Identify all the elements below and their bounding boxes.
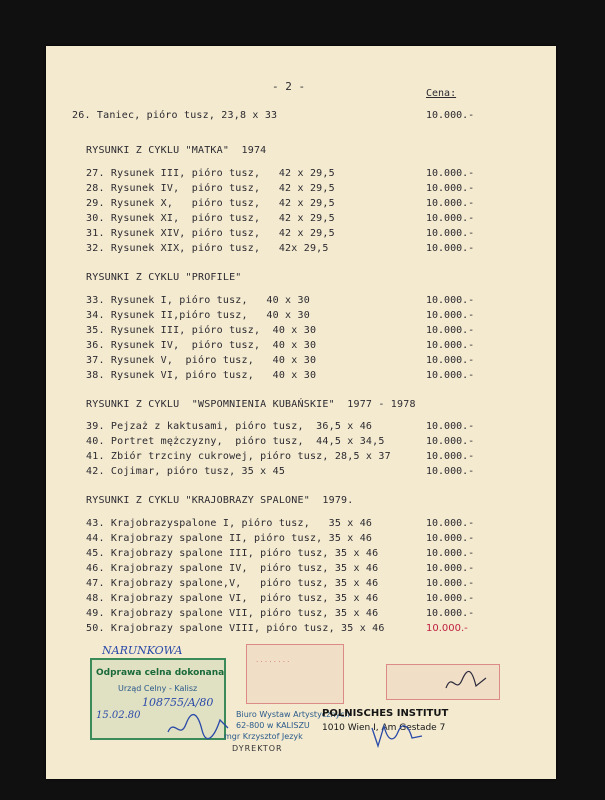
item-26: 26. Taniec, pióro tusz, 23,8 x 33 — [72, 110, 278, 121]
item-price: 10.000.- — [426, 436, 475, 447]
item-price: 10.000.- — [426, 608, 475, 619]
institute-address: 1010 Wien I, Am Gestade 7 — [322, 723, 446, 733]
item-price: 10.000.- — [426, 198, 475, 209]
list-item: 41. Zbiór trzciny cukrowej, pióro tusz, 28,5 x 37 — [86, 451, 391, 462]
section-title-profile: RYSUNKI Z CYKLU "PROFILE" — [86, 272, 242, 283]
gallery-role: DYREKTOR — [232, 744, 283, 753]
item-price: 10.000.- — [426, 213, 475, 224]
item-price: 10.000.- — [426, 310, 475, 321]
list-item: 45. Krajobrazy spalone III, pióro tusz, 35 x 46 — [86, 548, 379, 559]
item-price: 10.000.- — [426, 325, 475, 336]
list-item: 35. Rysunek III, pióro tusz, 40 x 30 — [86, 325, 317, 336]
gallery-stamp-line2: 62-800 w KALISZU — [236, 721, 310, 730]
item-price: 10.000.- — [426, 168, 475, 179]
list-item: 49. Krajobrazy spalone VII, pióro tusz, 35 x 46 — [86, 608, 379, 619]
item-price: 10.000.- — [426, 295, 475, 306]
signature-blue-right — [368, 720, 428, 750]
list-item: 46. Krajobrazy spalone IV, pióro tusz, 35 x 46 — [86, 563, 379, 574]
item-price: 10.000.- — [426, 533, 475, 544]
item-price: 10.000.- — [426, 340, 475, 351]
list-item: 27. Rysunek III, pióro tusz, 42 x 29,5 — [86, 168, 335, 179]
list-item: 34. Rysunek II,pióro tusz, 40 x 30 — [86, 310, 310, 321]
item-price: 10.000.- — [426, 548, 475, 559]
signature-dark-right — [442, 668, 492, 698]
item-price: 10.000.- — [426, 466, 475, 477]
list-item: 38. Rysunek VI, pióro tusz, 40 x 30 — [86, 370, 317, 381]
gallery-stamp-line3: mgr Krzysztof Jezyk — [224, 732, 303, 741]
list-item: 48. Krajobrazy spalone VI, pióro tusz, 35 x 46 — [86, 593, 379, 604]
page-number: - 2 - — [272, 80, 306, 93]
red-stamp-faded — [246, 644, 344, 704]
list-item: 47. Krajobrazy spalone,V, pióro tusz, 35 x 46 — [86, 578, 379, 589]
item-price: 10.000.- — [426, 451, 475, 462]
list-item: 29. Rysunek X, pióro tusz, 42 x 29,5 — [86, 198, 335, 209]
item-price: 10.000.- — [426, 578, 475, 589]
customs-number: 108755/A/80 — [142, 696, 214, 709]
price-header: Cena: — [426, 88, 457, 99]
item-price: 10.000.- — [426, 370, 475, 381]
item-price: 10.000.- — [426, 228, 475, 239]
customs-date: 15.02.80 — [96, 710, 141, 721]
item-price: 10.000.- — [426, 563, 475, 574]
document-page — [46, 46, 556, 779]
signature-blue-left — [164, 710, 234, 742]
gallery-stamp-line1: Biuro Wystaw Artystycznych — [236, 710, 350, 719]
item-26-price: 10.000.- — [426, 110, 475, 121]
list-item: 32. Rysunek XIX, pióro tusz, 42x 29,5 — [86, 243, 329, 254]
list-item: 30. Rysunek XI, pióro tusz, 42 x 29,5 — [86, 213, 335, 224]
item-price: 10.000.- — [426, 518, 475, 529]
list-item: 40. Portret mężczyzny, pióro tusz, 44,5 x 34,5 — [86, 436, 385, 447]
list-item: 36. Rysunek IV, pióro tusz, 40 x 30 — [86, 340, 317, 351]
item-price: 10.000.- — [426, 243, 475, 254]
list-item: 33. Rysunek I, pióro tusz, 40 x 30 — [86, 295, 310, 306]
item-price: 10.000.- — [426, 355, 475, 366]
list-item: 42. Cojimar, pióro tusz, 35 x 45 — [86, 466, 286, 477]
section-title-matka: RYSUNKI Z CYKLU "MATKA" 1974 — [86, 145, 267, 156]
list-item: 44. Krajobrazy spalone II, pióro tusz, 35 x 46 — [86, 533, 373, 544]
item-price: 10.000.- — [426, 421, 475, 432]
list-item: 43. Krajobrazyspalone I, pióro tusz, 35 x 46 — [86, 518, 373, 529]
item-price-handwritten: 10.000.- — [426, 623, 468, 634]
handwritten-name: NARUNKOWA — [102, 644, 183, 657]
list-item: 50. Krajobrazy spalone VIII, pióro tusz, 35 x 46 — [86, 623, 385, 634]
section-title-krajobrazy: RYSUNKI Z CYKLU "KRAJOBRAZY SPALONE" 1979. — [86, 495, 354, 506]
list-item: 31. Rysunek XIV, pióro tusz, 42 x 29,5 — [86, 228, 335, 239]
list-item: 28. Rysunek IV, pióro tusz, 42 x 29,5 — [86, 183, 335, 194]
list-item: 39. Pejzaż z kaktusami, pióro tusz, 36,5 x 46 — [86, 421, 373, 432]
item-price: 10.000.- — [426, 593, 475, 604]
customs-stamp-title: Odprawa celna dokonana — [96, 668, 225, 678]
item-price: 10.000.- — [426, 183, 475, 194]
institute-name: POLNISCHES INSTITUT — [322, 708, 449, 719]
list-item: 37. Rysunek V, pióro tusz, 40 x 30 — [86, 355, 317, 366]
section-title-wspomnienia: RYSUNKI Z CYKLU "WSPOMNIENIA KUBAŃSKIE" 1977 - 1978 — [86, 399, 416, 410]
customs-office: Urząd Celny - Kalisz — [118, 684, 198, 693]
red-stamp-mark: · · · · · · · · — [256, 658, 290, 666]
